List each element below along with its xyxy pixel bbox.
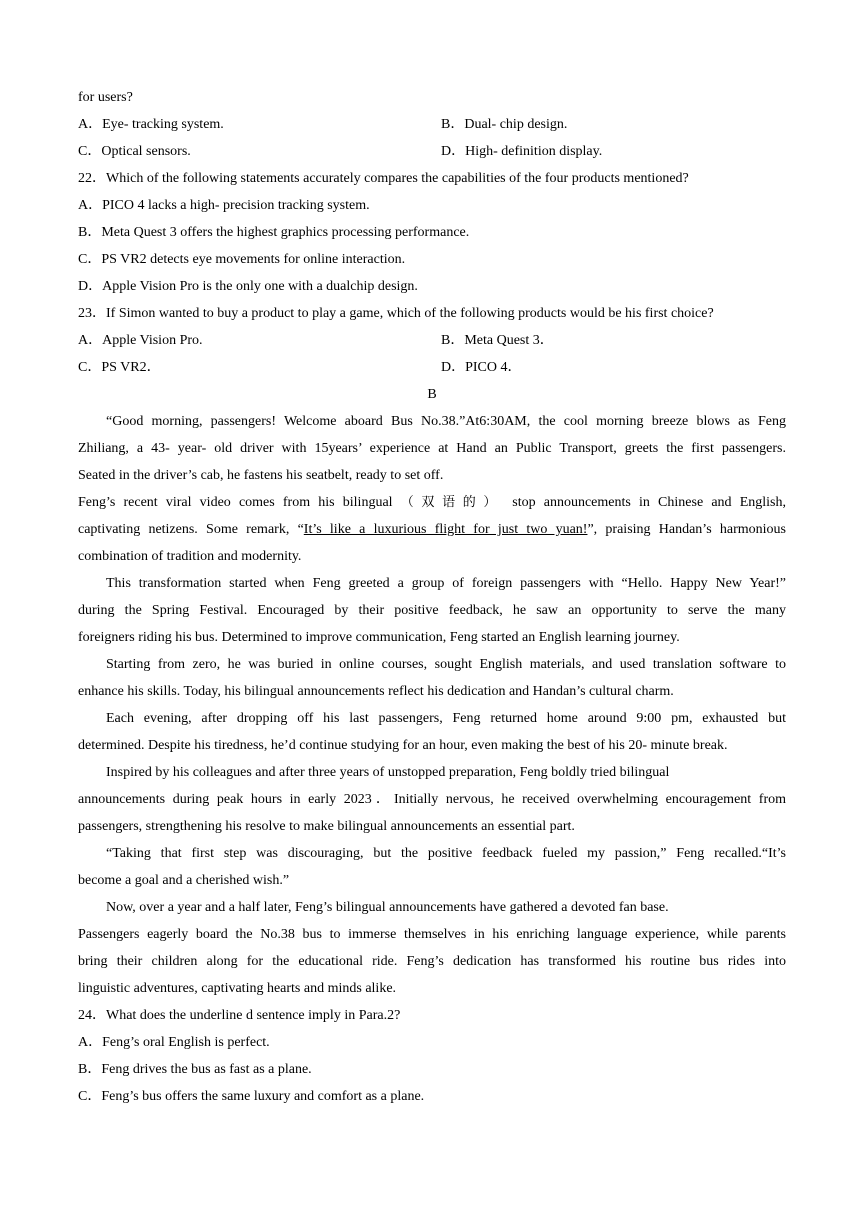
passage-p6-line1: Inspired by his colleagues and after three years of unstopped preparation, Feng boldly tried bilingual [106,765,670,780]
q24-stem: 24．What does the underline d sentence imply in Para.2? [78,1008,401,1023]
passage-p2-line2-text-b: ”, praising Handan’s harmonious [587,522,786,537]
q23-stem: 23．If Simon wanted to buy a product to play a game, which of the following products would be his first choice? [78,306,714,321]
passage-p7-line1: “Taking that first step was discouraging, but the positive feedback fueled my passion,” Feng recalled.“It’s [106,846,786,861]
passage-p5-line2: determined. Despite his tiredness, he’d continue studying for an hour, even making the best of his 20- minute break. [78,738,728,753]
q21-options-row-1 [78,111,786,138]
q22-option-b[interactable]: B．Meta Quest 3 offers the highest graphics processing performance. [78,225,470,240]
q22-option-d[interactable]: D．Apple Vision Pro is the only one with a dualchip design. [78,279,418,294]
passage-p1-line3: Seated in the driver’s cab, he fastens his seatbelt, ready to set off. [78,468,444,483]
passage-p6-line3: passengers, strengthening his resolve to make bilingual announcements an essential part. [78,819,575,834]
q21-option-a[interactable]: A．Eye- tracking system. [78,117,224,132]
passage-p5-line1: Each evening, after dropping off his last passengers, Feng returned home around 9:00 pm, exhausted but [106,711,786,726]
passage-p2-line3: combination of tradition and modernity. [78,549,302,564]
passage-p1-line2: Zhiliang, a 43- year- old driver with 15years’ experience at Hand an Public Transport, greets the first passengers. [78,441,786,456]
passage-p2-line2-text-a: captivating netizens. Some remark, “ [78,522,304,537]
passage-p2-line1-text-a: Feng’s recent viral video comes from his bilingual [78,495,393,510]
passage-p3-line3: foreigners riding his bus. Determined to improve communication, Feng started an English learning journey. [78,630,680,645]
passage-p4-line2: enhance his skills. Today, his bilingual announcements reflect his dedication and Handan’s cultural charm. [78,684,674,699]
passage-p8-line1: Now, over a year and a half later, Feng’s bilingual announcements have gathered a devoted fan base. [106,900,669,915]
q22-option-c[interactable]: C．PS VR2 detects eye movements for online interaction. [78,252,406,267]
passage-p4-line1: Starting from zero, he was buried in online courses, sought English materials, and used translation software to [106,657,786,672]
q22-stem: 22．Which of the following statements accurately compares the capabilities of the four products mentioned? [78,171,689,186]
q24-option-b[interactable]: B．Feng drives the bus as fast as a plane. [78,1062,312,1077]
passage-p2-line1-text-b: stop announcements in Chinese and English, [512,495,786,510]
underlined-sentence: It’s like a luxurious flight for just two yuan! [303,522,588,537]
q24-option-c[interactable]: C．Feng’s bus offers the same luxury and comfort as a plane. [78,1089,425,1104]
q23-option-a[interactable]: A．Apple Vision Pro. [78,333,203,348]
passage-p8-line4: linguistic adventures, captivating hearts and minds alike. [78,981,397,996]
q21-stem-tail: for users? [78,90,133,105]
q23-option-c[interactable]: C．PS VR2． [78,360,161,375]
q21-options-row-2 [78,138,786,165]
chinese-gloss: （双语的） [400,495,505,510]
passage-p8-line2: Passengers eagerly board the No.38 bus to immerse themselves in his enriching language experience, while parents [78,927,786,942]
q21-option-b[interactable]: B．Dual- chip design. [441,117,568,132]
q21-option-c[interactable]: C．Optical sensors. [78,144,191,159]
passage-p3-line1: This transformation started when Feng greeted a group of foreign passengers with “Hello. Happy New Year!” [106,576,786,591]
q21-option-d[interactable]: D．High- definition display. [441,144,603,159]
passage-p1-line1: “Good morning, passengers! Welcome aboard Bus No.38.”At6:30AM, the cool morning breeze blows as Feng [106,414,786,429]
q22-option-a[interactable]: A．PICO 4 lacks a high- precision tracking system. [78,198,370,213]
passage-p2-line1 [78,489,786,516]
passage-p6-line2: announcements during peak hours in early 2023．Initially nervous, he received overwhelming encouragement from [78,792,786,807]
passage-p8-line3: bring their children along for the educational ride. Feng’s dedication has transformed his routine bus rides into [78,954,786,969]
section-label: B [427,387,437,402]
q23-options-row-1 [78,327,786,354]
q23-options-row-2 [78,354,786,381]
passage-p7-line2: become a goal and a cherished wish.” [78,873,290,888]
q24-option-a[interactable]: A．Feng’s oral English is perfect. [78,1035,270,1050]
document-page [78,84,786,1110]
q23-option-d[interactable]: D．PICO 4． [441,360,522,375]
passage-p2-line2 [78,516,786,543]
passage-p3-line2: during the Spring Festival. Encouraged by their positive feedback, he saw an opportunity to serve the many [78,603,786,618]
q23-option-b[interactable]: B．Meta Quest 3． [441,333,554,348]
